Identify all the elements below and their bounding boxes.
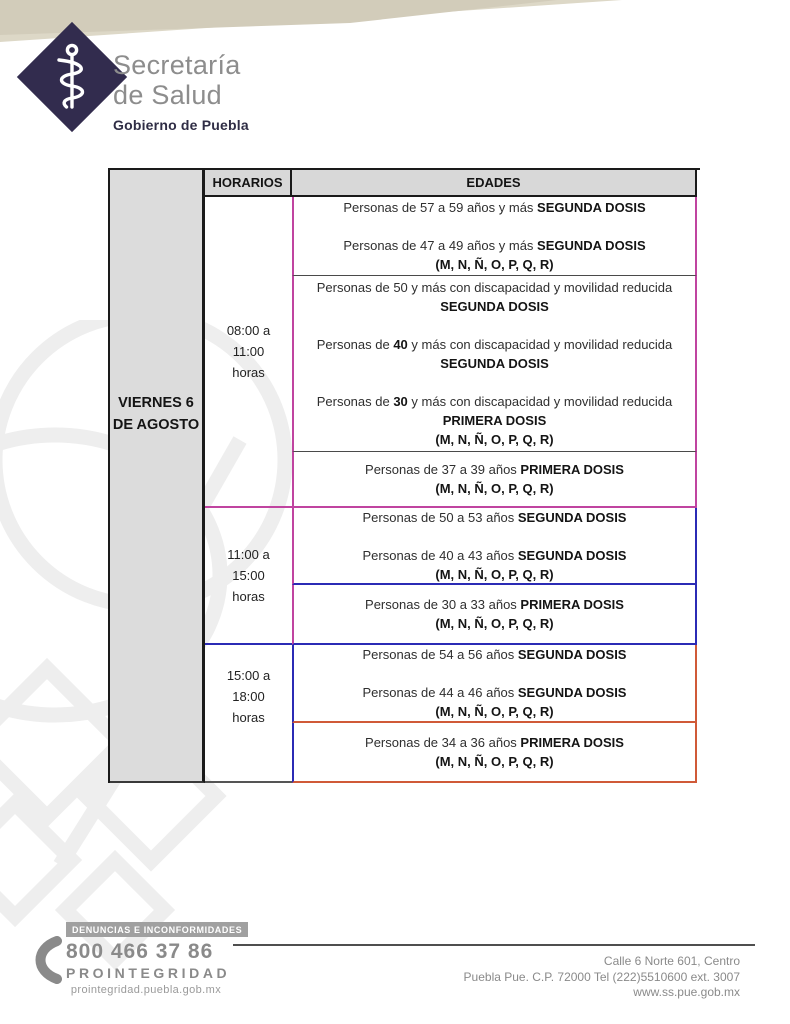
age-group [365,460,624,498]
address-line: www.ss.pue.gob.mx [633,985,740,999]
program-website: prointegridad.puebla.gob.mx [70,984,222,996]
brand-subtitle: Gobierno de Puebla [113,117,249,133]
table-main [205,170,697,783]
edades-cell [292,585,697,645]
age-group [363,645,627,664]
time-label-line: 08:00 a [226,323,271,338]
age-group-text-line: (M, N, Ñ, O, P, Q, R) [435,616,554,631]
age-group-text-line: (M, N, Ñ, O, P, Q, R) [435,432,554,447]
age-group [343,236,645,274]
age-group [365,595,624,633]
time-label-line: 15:00 [232,568,265,583]
date-label-line2: DE AGOSTO [112,417,200,433]
horarios-cell [205,508,292,645]
horarios-cell [205,197,292,508]
edades-cell [292,645,697,723]
footer-address-block [464,954,740,1001]
complaints-badge: DENUNCIAS E INCONFORMIDADES [66,922,248,937]
table-body [205,197,697,783]
edades-cell [292,452,697,508]
edades-cell [292,723,697,783]
brand-title-line2: de Salud [113,80,222,110]
age-group-text-line: Personas de 40 y más con discapacidad y movilidad reducida [316,337,673,352]
age-group [365,733,624,771]
edades-cell [292,508,697,585]
age-group-text-line: (M, N, Ñ, O, P, Q, R) [435,704,554,719]
header-edades: EDADES [292,170,697,197]
age-group-text-line: Personas de 30 y más con discapacidad y movilidad reducida [316,394,673,409]
age-group-text-line: Personas de 54 a 56 años SEGUNDA DOSIS [362,647,627,662]
horarios-column [205,197,292,783]
edades-cell [292,276,697,452]
header-horarios: HORARIOS [205,170,292,197]
age-group [363,508,627,527]
age-group [343,198,645,217]
time-label-line: 15:00 a [226,667,271,683]
footer-left-block [66,920,248,996]
age-group-text-line: Personas de 30 a 33 años PRIMERA DOSIS [365,597,624,612]
time-label-line: horas [232,709,265,725]
program-name: PROINTEGRIDAD [66,965,231,981]
time-label-line: 11:00 a [227,547,270,562]
age-group-text-line: SEGUNDA DOSIS [440,356,549,371]
horarios-cell [205,645,292,783]
age-group [317,278,673,316]
time-label-line: 11:00 [232,344,265,359]
edades-column [292,197,697,783]
address-line: Puebla Pue. C.P. 72000 Tel (222)5510600 ext. 3007 [463,969,740,984]
date-label-line1: VIERNES 6 [118,395,194,411]
age-group-text-line: Personas de 50 y más con discapacidad y movilidad reducida [316,280,673,295]
phone-icon [32,936,64,984]
brand-title-line1: Secretaría [113,50,241,80]
phone-number: 800 466 37 86 [66,940,214,963]
time-label-line: horas [232,365,265,380]
age-group-text-line: SEGUNDA DOSIS [440,299,549,314]
age-group-text-line: Personas de 40 a 43 años SEGUNDA DOSIS [362,547,627,563]
edades-cell [292,197,697,276]
age-group [317,392,673,449]
rod-of-asclepius-icon [52,43,92,111]
date-column [110,170,205,783]
age-group [363,546,627,584]
table-header-row [205,170,697,197]
age-group-text-line: (M, N, Ñ, O, P, Q, R) [435,566,554,582]
age-group [363,683,627,721]
age-group-text-line: Personas de 44 a 46 años SEGUNDA DOSIS [362,685,627,700]
age-group [317,335,673,373]
footer-divider [233,944,755,946]
age-group-text-line: (M, N, Ñ, O, P, Q, R) [435,754,554,769]
age-group-text-line: (M, N, Ñ, O, P, Q, R) [435,257,554,272]
age-group-text-line: Personas de 47 a 49 años y más SEGUNDA DOSIS [343,238,646,253]
age-group-text-line: Personas de 50 a 53 años SEGUNDA DOSIS [362,509,627,525]
age-group-text-line: Personas de 37 a 39 años PRIMERA DOSIS [365,462,624,477]
age-group-text-line: PRIMERA DOSIS [442,413,547,428]
time-label-line: horas [232,589,265,604]
brand-block [113,50,249,133]
address-line: Calle 6 Norte 601, Centro [603,954,740,968]
time-label-line: 18:00 [232,688,265,704]
vaccination-schedule-table [108,168,700,783]
age-group-text-line: Personas de 57 a 59 años y más SEGUNDA DOSIS [343,200,646,215]
age-group-text-line: (M, N, Ñ, O, P, Q, R) [435,481,554,496]
age-group-text-line: Personas de 34 a 36 años PRIMERA DOSIS [365,735,624,750]
